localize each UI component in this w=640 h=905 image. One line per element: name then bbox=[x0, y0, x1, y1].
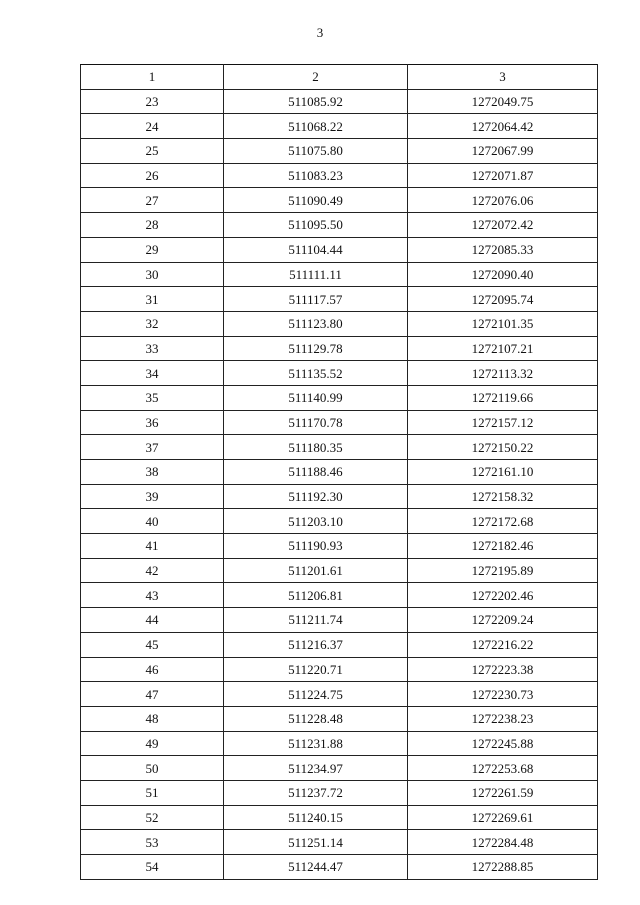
table-row bbox=[81, 336, 598, 361]
point-number-cell: 38 bbox=[81, 460, 224, 485]
x-coordinate-cell: 511224.75 bbox=[224, 682, 408, 707]
table-row bbox=[81, 706, 598, 731]
point-number-cell: 48 bbox=[81, 706, 224, 731]
y-coordinate-cell: 1272195.89 bbox=[408, 558, 598, 583]
point-number-cell: 39 bbox=[81, 484, 224, 509]
y-coordinate-cell: 1272119.66 bbox=[408, 385, 598, 410]
point-number-cell: 35 bbox=[81, 385, 224, 410]
x-coordinate-cell: 511129.78 bbox=[224, 336, 408, 361]
point-number-cell: 28 bbox=[81, 213, 224, 238]
x-coordinate-cell: 511244.47 bbox=[224, 855, 408, 880]
y-coordinate-cell: 1272157.12 bbox=[408, 410, 598, 435]
table-row bbox=[81, 682, 598, 707]
point-number-cell: 52 bbox=[81, 805, 224, 830]
x-coordinate-cell: 511188.46 bbox=[224, 460, 408, 485]
table-header bbox=[81, 65, 598, 90]
y-coordinate-cell: 1272090.40 bbox=[408, 262, 598, 287]
point-number-cell: 26 bbox=[81, 163, 224, 188]
table-row bbox=[81, 830, 598, 855]
x-coordinate-cell: 511090.49 bbox=[224, 188, 408, 213]
y-coordinate-cell: 1272107.21 bbox=[408, 336, 598, 361]
x-coordinate-cell: 511192.30 bbox=[224, 484, 408, 509]
y-coordinate-cell: 1272101.35 bbox=[408, 311, 598, 336]
x-coordinate-cell: 511140.99 bbox=[224, 385, 408, 410]
column-header-x: 2 bbox=[224, 65, 408, 90]
table-row bbox=[81, 534, 598, 559]
table-row bbox=[81, 361, 598, 386]
y-coordinate-cell: 1272172.68 bbox=[408, 509, 598, 534]
x-coordinate-cell: 511083.23 bbox=[224, 163, 408, 188]
point-number-cell: 40 bbox=[81, 509, 224, 534]
y-coordinate-cell: 1272245.88 bbox=[408, 731, 598, 756]
x-coordinate-cell: 511170.78 bbox=[224, 410, 408, 435]
y-coordinate-cell: 1272158.32 bbox=[408, 484, 598, 509]
y-coordinate-cell: 1272095.74 bbox=[408, 287, 598, 312]
table-row bbox=[81, 460, 598, 485]
point-number-cell: 41 bbox=[81, 534, 224, 559]
table-row bbox=[81, 558, 598, 583]
y-coordinate-cell: 1272238.23 bbox=[408, 706, 598, 731]
point-number-cell: 54 bbox=[81, 855, 224, 880]
y-coordinate-cell: 1272076.06 bbox=[408, 188, 598, 213]
coordinates-table bbox=[80, 64, 598, 880]
x-coordinate-cell: 511068.22 bbox=[224, 114, 408, 139]
table-row bbox=[81, 410, 598, 435]
x-coordinate-cell: 511234.97 bbox=[224, 756, 408, 781]
table-row bbox=[81, 509, 598, 534]
x-coordinate-cell: 511085.92 bbox=[224, 89, 408, 114]
table-row bbox=[81, 657, 598, 682]
y-coordinate-cell: 1272182.46 bbox=[408, 534, 598, 559]
point-number-cell: 37 bbox=[81, 435, 224, 460]
table-row bbox=[81, 311, 598, 336]
point-number-cell: 24 bbox=[81, 114, 224, 139]
point-number-cell: 27 bbox=[81, 188, 224, 213]
point-number-cell: 34 bbox=[81, 361, 224, 386]
table-row bbox=[81, 583, 598, 608]
x-coordinate-cell: 511206.81 bbox=[224, 583, 408, 608]
x-coordinate-cell: 511123.80 bbox=[224, 311, 408, 336]
table-row bbox=[81, 114, 598, 139]
y-coordinate-cell: 1272072.42 bbox=[408, 213, 598, 238]
point-number-cell: 23 bbox=[81, 89, 224, 114]
y-coordinate-cell: 1272064.42 bbox=[408, 114, 598, 139]
header-row bbox=[81, 65, 598, 90]
y-coordinate-cell: 1272261.59 bbox=[408, 780, 598, 805]
x-coordinate-cell: 511228.48 bbox=[224, 706, 408, 731]
point-number-cell: 33 bbox=[81, 336, 224, 361]
column-header-point: 1 bbox=[81, 65, 224, 90]
table-row bbox=[81, 608, 598, 633]
y-coordinate-cell: 1272216.22 bbox=[408, 632, 598, 657]
point-number-cell: 44 bbox=[81, 608, 224, 633]
x-coordinate-cell: 511216.37 bbox=[224, 632, 408, 657]
column-header-y: 3 bbox=[408, 65, 598, 90]
y-coordinate-cell: 1272113.32 bbox=[408, 361, 598, 386]
y-coordinate-cell: 1272253.68 bbox=[408, 756, 598, 781]
y-coordinate-cell: 1272202.46 bbox=[408, 583, 598, 608]
point-number-cell: 51 bbox=[81, 780, 224, 805]
x-coordinate-cell: 511180.35 bbox=[224, 435, 408, 460]
table-row bbox=[81, 139, 598, 164]
table-row bbox=[81, 287, 598, 312]
y-coordinate-cell: 1272230.73 bbox=[408, 682, 598, 707]
point-number-cell: 49 bbox=[81, 731, 224, 756]
point-number-cell: 53 bbox=[81, 830, 224, 855]
point-number-cell: 42 bbox=[81, 558, 224, 583]
table-row bbox=[81, 731, 598, 756]
x-coordinate-cell: 511240.15 bbox=[224, 805, 408, 830]
x-coordinate-cell: 511111.11 bbox=[224, 262, 408, 287]
table-row bbox=[81, 484, 598, 509]
table-row bbox=[81, 385, 598, 410]
x-coordinate-cell: 511190.93 bbox=[224, 534, 408, 559]
x-coordinate-cell: 511211.74 bbox=[224, 608, 408, 633]
table-row bbox=[81, 805, 598, 830]
x-coordinate-cell: 511104.44 bbox=[224, 237, 408, 262]
y-coordinate-cell: 1272288.85 bbox=[408, 855, 598, 880]
point-number-cell: 46 bbox=[81, 657, 224, 682]
point-number-cell: 30 bbox=[81, 262, 224, 287]
table-row bbox=[81, 213, 598, 238]
y-coordinate-cell: 1272049.75 bbox=[408, 89, 598, 114]
y-coordinate-cell: 1272209.24 bbox=[408, 608, 598, 633]
point-number-cell: 32 bbox=[81, 311, 224, 336]
table-row bbox=[81, 632, 598, 657]
x-coordinate-cell: 511220.71 bbox=[224, 657, 408, 682]
x-coordinate-cell: 511075.80 bbox=[224, 139, 408, 164]
table-row bbox=[81, 756, 598, 781]
x-coordinate-cell: 511237.72 bbox=[224, 780, 408, 805]
y-coordinate-cell: 1272284.48 bbox=[408, 830, 598, 855]
point-number-cell: 47 bbox=[81, 682, 224, 707]
y-coordinate-cell: 1272269.61 bbox=[408, 805, 598, 830]
table-row bbox=[81, 188, 598, 213]
point-number-cell: 29 bbox=[81, 237, 224, 262]
y-coordinate-cell: 1272223.38 bbox=[408, 657, 598, 682]
table-row bbox=[81, 262, 598, 287]
point-number-cell: 50 bbox=[81, 756, 224, 781]
table-row bbox=[81, 163, 598, 188]
x-coordinate-cell: 511231.88 bbox=[224, 731, 408, 756]
y-coordinate-cell: 1272071.87 bbox=[408, 163, 598, 188]
y-coordinate-cell: 1272085.33 bbox=[408, 237, 598, 262]
page-number: 3 bbox=[316, 25, 324, 40]
x-coordinate-cell: 511117.57 bbox=[224, 287, 408, 312]
point-number-cell: 31 bbox=[81, 287, 224, 312]
point-number-cell: 25 bbox=[81, 139, 224, 164]
x-coordinate-cell: 511095.50 bbox=[224, 213, 408, 238]
point-number-cell: 36 bbox=[81, 410, 224, 435]
point-number-cell: 43 bbox=[81, 583, 224, 608]
table-row bbox=[81, 237, 598, 262]
table-row bbox=[81, 89, 598, 114]
x-coordinate-cell: 511135.52 bbox=[224, 361, 408, 386]
table-body bbox=[81, 89, 598, 879]
table-row bbox=[81, 780, 598, 805]
y-coordinate-cell: 1272067.99 bbox=[408, 139, 598, 164]
point-number-cell: 45 bbox=[81, 632, 224, 657]
table-row bbox=[81, 855, 598, 880]
x-coordinate-cell: 511251.14 bbox=[224, 830, 408, 855]
table-row bbox=[81, 435, 598, 460]
x-coordinate-cell: 511201.61 bbox=[224, 558, 408, 583]
x-coordinate-cell: 511203.10 bbox=[224, 509, 408, 534]
y-coordinate-cell: 1272150.22 bbox=[408, 435, 598, 460]
y-coordinate-cell: 1272161.10 bbox=[408, 460, 598, 485]
